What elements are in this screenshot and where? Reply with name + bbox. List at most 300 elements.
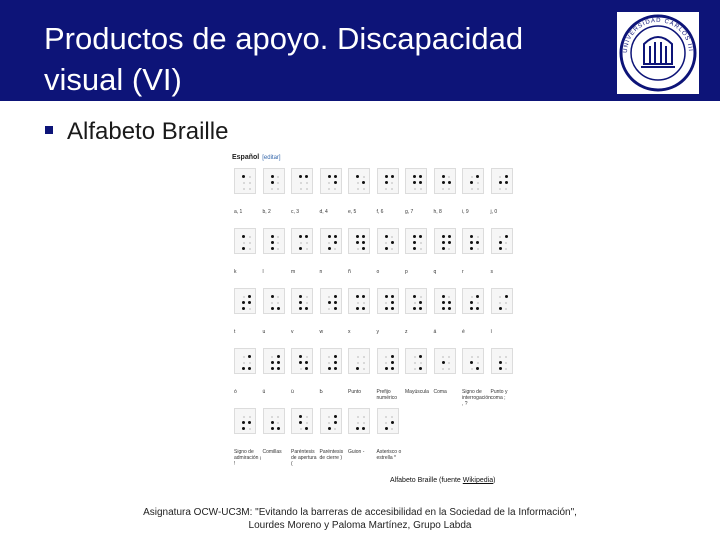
raised-dot bbox=[356, 295, 359, 298]
raised-dot bbox=[271, 421, 274, 424]
flat-dot bbox=[391, 416, 393, 418]
raised-dot bbox=[413, 295, 416, 298]
braille-cell-label: t bbox=[234, 329, 236, 335]
braille-cell-label: Coma bbox=[433, 389, 447, 395]
braille-cell bbox=[291, 348, 313, 374]
braille-cell bbox=[263, 288, 285, 314]
flat-dot bbox=[385, 356, 387, 358]
raised-dot bbox=[448, 241, 451, 244]
raised-dot bbox=[271, 427, 274, 430]
raised-dot bbox=[385, 181, 388, 184]
raised-dot bbox=[242, 367, 245, 370]
raised-dot bbox=[328, 427, 331, 430]
raised-dot bbox=[277, 427, 280, 430]
raised-dot bbox=[413, 235, 416, 238]
flat-dot bbox=[357, 188, 359, 190]
braille-cell bbox=[291, 228, 313, 254]
raised-dot bbox=[271, 235, 274, 238]
flat-dot bbox=[477, 236, 479, 238]
raised-dot bbox=[505, 175, 508, 178]
raised-dot bbox=[334, 181, 337, 184]
raised-dot bbox=[419, 307, 422, 310]
raised-dot bbox=[499, 367, 502, 370]
footer-line-2: Lourdes Moreno y Paloma Martínez, Grupo Labda bbox=[248, 520, 472, 531]
raised-dot bbox=[299, 301, 302, 304]
braille-cell-label: c, 3 bbox=[291, 209, 300, 215]
braille-cell bbox=[320, 408, 342, 434]
flat-dot bbox=[477, 362, 479, 364]
raised-dot bbox=[299, 421, 302, 424]
flat-dot bbox=[391, 182, 393, 184]
flat-dot bbox=[499, 296, 501, 298]
raised-dot bbox=[448, 181, 451, 184]
braille-cell-label: Signo de interrogación , ? bbox=[462, 389, 491, 407]
raised-dot bbox=[448, 307, 451, 310]
flat-dot bbox=[249, 242, 251, 244]
braille-cell bbox=[348, 408, 370, 434]
braille-cell bbox=[377, 168, 399, 194]
flat-dot bbox=[277, 182, 279, 184]
raised-dot bbox=[248, 421, 251, 424]
raised-dot bbox=[385, 175, 388, 178]
braille-cell bbox=[320, 228, 342, 254]
raised-dot bbox=[277, 355, 280, 358]
raised-dot bbox=[505, 295, 508, 298]
caption-text: Alfabeto Braille (fuente bbox=[390, 477, 463, 484]
flat-dot bbox=[391, 248, 393, 250]
flat-dot bbox=[499, 176, 501, 178]
raised-dot bbox=[242, 307, 245, 310]
raised-dot bbox=[271, 295, 274, 298]
raised-dot bbox=[242, 235, 245, 238]
raised-dot bbox=[334, 235, 337, 238]
braille-cell-label: Punto y coma ; bbox=[490, 389, 508, 401]
raised-dot bbox=[499, 181, 502, 184]
braille-cell-label: y bbox=[376, 329, 379, 335]
footer-line-1: Asignatura OCW-UC3M: "Evitando la barreras de accesibilidad en la Sociedad de la Información", bbox=[143, 507, 577, 518]
braille-cell bbox=[434, 348, 456, 374]
raised-dot bbox=[356, 235, 359, 238]
raised-dot bbox=[328, 301, 331, 304]
raised-dot bbox=[277, 307, 280, 310]
flat-dot bbox=[328, 422, 330, 424]
raised-dot bbox=[413, 307, 416, 310]
raised-dot bbox=[242, 421, 245, 424]
raised-dot bbox=[271, 367, 274, 370]
flat-dot bbox=[385, 422, 387, 424]
braille-cell-label: á bbox=[433, 329, 437, 335]
raised-dot bbox=[248, 295, 251, 298]
raised-dot bbox=[248, 301, 251, 304]
braille-cell bbox=[491, 228, 513, 254]
flat-dot bbox=[471, 188, 473, 190]
flat-dot bbox=[277, 188, 279, 190]
flat-dot bbox=[505, 362, 507, 364]
raised-dot bbox=[299, 247, 302, 250]
raised-dot bbox=[305, 175, 308, 178]
flat-dot bbox=[300, 188, 302, 190]
raised-dot bbox=[299, 415, 302, 418]
flat-dot bbox=[363, 362, 365, 364]
raised-dot bbox=[391, 361, 394, 364]
raised-dot bbox=[242, 301, 245, 304]
braille-cell-label: p bbox=[405, 269, 408, 275]
raised-dot bbox=[413, 175, 416, 178]
raised-dot bbox=[248, 355, 251, 358]
braille-cell bbox=[234, 228, 256, 254]
braille-cell bbox=[491, 168, 513, 194]
raised-dot bbox=[356, 307, 359, 310]
flat-dot bbox=[391, 236, 393, 238]
raised-dot bbox=[299, 355, 302, 358]
braille-cell bbox=[491, 348, 513, 374]
braille-cell-label: m bbox=[291, 269, 296, 275]
flat-dot bbox=[243, 242, 245, 244]
raised-dot bbox=[476, 241, 479, 244]
flat-dot bbox=[420, 296, 422, 298]
flat-dot bbox=[448, 356, 450, 358]
flat-dot bbox=[477, 182, 479, 184]
raised-dot bbox=[277, 367, 280, 370]
flat-dot bbox=[414, 188, 416, 190]
raised-dot bbox=[470, 301, 473, 304]
flat-dot bbox=[271, 416, 273, 418]
raised-dot bbox=[299, 307, 302, 310]
flat-dot bbox=[477, 188, 479, 190]
braille-cell-label: Comillas bbox=[262, 449, 282, 455]
flat-dot bbox=[357, 362, 359, 364]
flat-dot bbox=[442, 368, 444, 370]
flat-dot bbox=[249, 428, 251, 430]
raised-dot bbox=[299, 175, 302, 178]
braille-cell-label: l bbox=[262, 269, 264, 275]
flat-dot bbox=[328, 308, 330, 310]
braille-cell bbox=[377, 228, 399, 254]
raised-dot bbox=[271, 175, 274, 178]
flat-dot bbox=[391, 428, 393, 430]
raised-dot bbox=[271, 361, 274, 364]
raised-dot bbox=[391, 175, 394, 178]
raised-dot bbox=[419, 181, 422, 184]
raised-dot bbox=[328, 235, 331, 238]
flat-dot bbox=[448, 368, 450, 370]
raised-dot bbox=[362, 235, 365, 238]
raised-dot bbox=[362, 427, 365, 430]
flat-dot bbox=[249, 176, 251, 178]
raised-dot bbox=[442, 247, 445, 250]
svg-text:UNIVERSIDAD CARLOS III: UNIVERSIDAD CARLOS III bbox=[622, 17, 694, 54]
flat-dot bbox=[306, 296, 308, 298]
raised-dot bbox=[442, 361, 445, 364]
braille-cell bbox=[263, 228, 285, 254]
flat-dot bbox=[363, 176, 365, 178]
braille-cell-label: Asterisco o estrella * bbox=[376, 449, 402, 461]
flat-dot bbox=[442, 188, 444, 190]
raised-dot bbox=[391, 241, 394, 244]
flat-dot bbox=[420, 248, 422, 250]
flat-dot bbox=[477, 302, 479, 304]
flat-dot bbox=[243, 356, 245, 358]
flat-dot bbox=[357, 248, 359, 250]
raised-dot bbox=[328, 175, 331, 178]
raised-dot bbox=[356, 367, 359, 370]
raised-dot bbox=[271, 307, 274, 310]
flat-dot bbox=[334, 428, 336, 430]
flat-dot bbox=[306, 188, 308, 190]
raised-dot bbox=[391, 367, 394, 370]
raised-dot bbox=[242, 247, 245, 250]
raised-dot bbox=[334, 355, 337, 358]
raised-dot bbox=[362, 241, 365, 244]
braille-cell bbox=[291, 288, 313, 314]
braille-cell-label: ó bbox=[234, 389, 237, 395]
raised-dot bbox=[248, 367, 251, 370]
flat-dot bbox=[391, 188, 393, 190]
braille-cell bbox=[263, 168, 285, 194]
flat-dot bbox=[306, 182, 308, 184]
flat-dot bbox=[277, 236, 279, 238]
braille-cell-label: v bbox=[291, 329, 294, 335]
braille-cell-label: x bbox=[348, 329, 351, 335]
figure-caption bbox=[390, 477, 495, 484]
flat-dot bbox=[334, 188, 336, 190]
braille-cell-label: r bbox=[462, 269, 464, 275]
braille-cell-label: Mayúscula bbox=[405, 389, 429, 395]
raised-dot bbox=[442, 295, 445, 298]
raised-dot bbox=[413, 247, 416, 250]
braille-cell-label: í bbox=[490, 329, 492, 335]
braille-cell bbox=[348, 228, 370, 254]
flat-dot bbox=[300, 182, 302, 184]
raised-dot bbox=[385, 235, 388, 238]
braille-cell bbox=[405, 288, 427, 314]
flat-dot bbox=[385, 302, 387, 304]
flat-dot bbox=[306, 356, 308, 358]
braille-cell bbox=[234, 288, 256, 314]
flat-dot bbox=[306, 242, 308, 244]
flat-dot bbox=[385, 188, 387, 190]
braille-cell bbox=[263, 408, 285, 434]
braille-cell bbox=[434, 288, 456, 314]
braille-cell-label: n bbox=[319, 269, 323, 275]
flat-dot bbox=[420, 362, 422, 364]
flat-dot bbox=[414, 356, 416, 358]
raised-dot bbox=[391, 295, 394, 298]
heading-text: Español bbox=[232, 154, 260, 161]
braille-cell-label: o bbox=[376, 269, 380, 275]
flat-dot bbox=[328, 188, 330, 190]
braille-cell bbox=[234, 168, 256, 194]
braille-cell bbox=[263, 348, 285, 374]
flat-dot bbox=[357, 356, 359, 358]
raised-dot bbox=[470, 235, 473, 238]
raised-dot bbox=[305, 427, 308, 430]
flat-dot bbox=[306, 422, 308, 424]
raised-dot bbox=[356, 427, 359, 430]
raised-dot bbox=[362, 181, 365, 184]
raised-dot bbox=[271, 241, 274, 244]
flat-dot bbox=[306, 416, 308, 418]
raised-dot bbox=[362, 295, 365, 298]
raised-dot bbox=[470, 241, 473, 244]
flat-dot bbox=[334, 248, 336, 250]
raised-dot bbox=[470, 361, 473, 364]
flat-dot bbox=[243, 182, 245, 184]
flat-dot bbox=[363, 368, 365, 370]
flat-dot bbox=[471, 368, 473, 370]
braille-cell-label: b, 2 bbox=[262, 209, 271, 215]
braille-cell-label: g, 7 bbox=[405, 209, 414, 215]
flat-dot bbox=[277, 176, 279, 178]
flat-dot bbox=[448, 362, 450, 364]
raised-dot bbox=[413, 181, 416, 184]
flat-dot bbox=[505, 368, 507, 370]
raised-dot bbox=[448, 301, 451, 304]
slide-footer bbox=[90, 506, 630, 532]
flat-dot bbox=[499, 236, 501, 238]
raised-dot bbox=[334, 415, 337, 418]
braille-cell-label: Paréntesis de cierre ) bbox=[319, 449, 344, 461]
raised-dot bbox=[356, 175, 359, 178]
raised-dot bbox=[385, 295, 388, 298]
flat-dot bbox=[471, 356, 473, 358]
braille-cell bbox=[348, 348, 370, 374]
braille-cell-label: e, 5 bbox=[348, 209, 357, 215]
flat-dot bbox=[471, 296, 473, 298]
braille-cell-label: Guion - bbox=[348, 449, 365, 455]
flat-dot bbox=[448, 296, 450, 298]
flat-dot bbox=[505, 356, 507, 358]
braille-cell-label: Ь bbox=[319, 389, 323, 395]
raised-dot bbox=[499, 307, 502, 310]
raised-dot bbox=[334, 175, 337, 178]
braille-cell-label: Signo de admiración ¡ ! bbox=[234, 449, 262, 467]
university-seal-icon bbox=[617, 12, 699, 94]
flat-dot bbox=[249, 362, 251, 364]
raised-dot bbox=[391, 301, 394, 304]
raised-dot bbox=[442, 241, 445, 244]
braille-table bbox=[232, 154, 517, 470]
flat-dot bbox=[328, 296, 330, 298]
braille-cell-label: w bbox=[319, 329, 324, 335]
slide-title: Productos de apoyo. Discapacidad visual (VI) bbox=[44, 21, 524, 97]
flat-dot bbox=[477, 248, 479, 250]
braille-cell bbox=[320, 168, 342, 194]
raised-dot bbox=[499, 247, 502, 250]
raised-dot bbox=[419, 367, 422, 370]
raised-dot bbox=[362, 247, 365, 250]
caption-end: ) bbox=[493, 477, 496, 484]
flat-dot bbox=[277, 422, 279, 424]
braille-cell bbox=[462, 288, 484, 314]
raised-dot bbox=[505, 181, 508, 184]
braille-cell-label: ü bbox=[291, 389, 294, 395]
braille-cell bbox=[320, 348, 342, 374]
flat-dot bbox=[363, 416, 365, 418]
edit-link[interactable]: [editar] bbox=[262, 155, 281, 161]
raised-dot bbox=[419, 301, 422, 304]
raised-dot bbox=[442, 307, 445, 310]
raised-dot bbox=[305, 235, 308, 238]
raised-dot bbox=[470, 181, 473, 184]
flat-dot bbox=[243, 416, 245, 418]
wikipedia-link[interactable]: Wikipedia bbox=[462, 477, 494, 484]
flat-dot bbox=[249, 308, 251, 310]
flat-dot bbox=[328, 416, 330, 418]
raised-dot bbox=[334, 367, 337, 370]
flat-dot bbox=[414, 302, 416, 304]
braille-cell-label: k bbox=[234, 269, 237, 275]
braille-cell-label: Paréntesis de apertura ( bbox=[291, 449, 317, 467]
flat-dot bbox=[306, 302, 308, 304]
flat-dot bbox=[243, 362, 245, 364]
raised-dot bbox=[356, 241, 359, 244]
flat-dot bbox=[363, 302, 365, 304]
flat-dot bbox=[277, 242, 279, 244]
raised-dot bbox=[328, 367, 331, 370]
raised-dot bbox=[442, 235, 445, 238]
braille-cell-label: z bbox=[405, 329, 408, 335]
braille-cell-label: Punto bbox=[348, 389, 362, 395]
flat-dot bbox=[471, 176, 473, 178]
braille-cell bbox=[377, 288, 399, 314]
raised-dot bbox=[499, 241, 502, 244]
flat-dot bbox=[271, 356, 273, 358]
flat-dot bbox=[499, 302, 501, 304]
braille-cell bbox=[434, 228, 456, 254]
flat-dot bbox=[448, 176, 450, 178]
raised-dot bbox=[334, 307, 337, 310]
flat-dot bbox=[448, 248, 450, 250]
flat-dot bbox=[277, 302, 279, 304]
braille-cell bbox=[462, 348, 484, 374]
flat-dot bbox=[414, 362, 416, 364]
braille-cell bbox=[234, 348, 256, 374]
raised-dot bbox=[448, 235, 451, 238]
braille-cell-label: d, 4 bbox=[319, 209, 328, 215]
flat-dot bbox=[357, 416, 359, 418]
braille-cell-label: f, 6 bbox=[376, 209, 384, 215]
flat-dot bbox=[249, 248, 251, 250]
raised-dot bbox=[334, 295, 337, 298]
flat-dot bbox=[357, 302, 359, 304]
raised-dot bbox=[385, 427, 388, 430]
flat-dot bbox=[363, 422, 365, 424]
raised-dot bbox=[476, 367, 479, 370]
braille-cell bbox=[405, 168, 427, 194]
braille-cell bbox=[377, 348, 399, 374]
flat-dot bbox=[249, 188, 251, 190]
braille-cell bbox=[291, 408, 313, 434]
bullet-square-icon bbox=[45, 126, 53, 134]
flat-dot bbox=[363, 188, 365, 190]
raised-dot bbox=[476, 307, 479, 310]
braille-cell-label: Prefijo numérico bbox=[376, 389, 398, 401]
raised-dot bbox=[385, 307, 388, 310]
braille-table-heading bbox=[232, 154, 281, 161]
flat-dot bbox=[243, 188, 245, 190]
flat-dot bbox=[249, 236, 251, 238]
braille-cell bbox=[320, 288, 342, 314]
flat-dot bbox=[505, 302, 507, 304]
raised-dot bbox=[476, 295, 479, 298]
raised-dot bbox=[419, 175, 422, 178]
flat-dot bbox=[277, 416, 279, 418]
braille-cell bbox=[462, 228, 484, 254]
flat-dot bbox=[277, 248, 279, 250]
slide-header bbox=[0, 0, 720, 101]
flat-dot bbox=[249, 182, 251, 184]
